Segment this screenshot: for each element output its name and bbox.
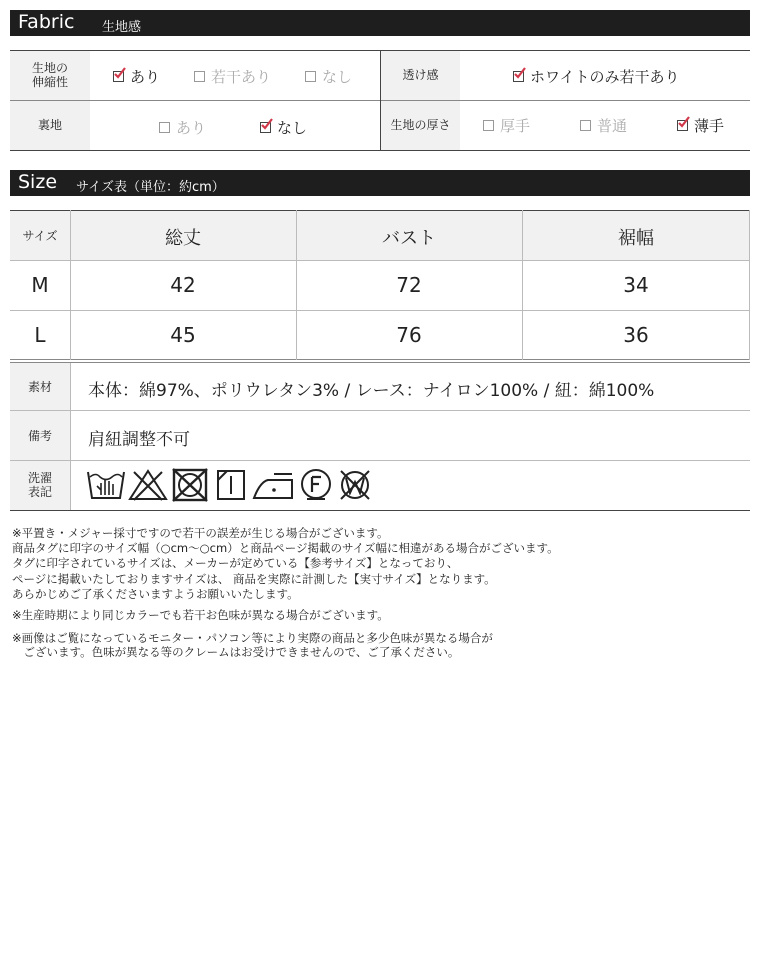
size-m-bust: 72 [396,273,422,297]
header-length: 総丈 [165,228,201,249]
note-line: ※平置き・メジャー採寸ですので若干の誤差が生じる場合がございます。 [12,526,389,540]
stretch-option-yes: あり [113,66,160,87]
note-line: あらかじめご了承くださいますようお願いいたします。 [12,587,299,601]
size-l-hem: 36 [623,323,649,347]
iron-low-icon [252,468,294,502]
fabric-title: Fabric [18,11,75,33]
care-label: 洗濯 表記 [27,471,52,499]
checked-box-icon [260,122,271,133]
note-line: 商品タグに印字のサイズ幅（○cm～○cm）と商品ページ掲載のサイズ幅に相違がある場合がございます。 [12,541,559,555]
checked-box-icon [513,71,524,82]
stretch-option-slight: 若干あり [194,66,271,87]
no-wet-clean-icon [337,468,373,502]
unchecked-box-icon [194,71,205,82]
unchecked-box-icon [159,122,170,133]
note-line: ※画像はご覧になっているモニター・パソコン等により実際の商品と多少色味が異なる場合が [12,631,493,645]
size-l-label: L [34,323,46,347]
header-bust: バスト [382,228,436,249]
note-line: ページに掲載いたしておりますサイズは、 商品を実際に計測した【実寸サイズ】となります。 [12,572,496,586]
stretch-label: 生地の 伸縮性 [31,61,68,89]
fabric-subtitle: 生地感 [102,20,142,35]
size-l-bust: 76 [396,323,422,347]
checked-box-icon [113,71,124,82]
drip-dry-shade-icon [214,468,248,502]
unchecked-box-icon [580,120,591,131]
header-hem-width: 裾幅 [618,228,654,249]
no-tumble-dry-icon [170,468,210,502]
thickness-option-thick: 厚手 [483,115,530,136]
material-label: 素材 [27,380,52,394]
lining-option-yes: あり [159,117,206,138]
dry-clean-f-icon [299,468,333,502]
remarks-label: 備考 [27,429,52,443]
thickness-label: 生地の厚さ [390,118,451,132]
unchecked-box-icon [305,71,316,82]
size-title: Size [18,171,58,193]
thickness-option-normal: 普通 [580,115,627,136]
size-m-length: 42 [170,273,196,297]
note-line: タグに印字されているサイズは、メーカーが定めている【参考サイズ】となっており、 [12,556,459,570]
size-header-label: サイズ [22,229,58,243]
sheer-option: ホワイトのみ若干あり [513,66,680,87]
fabric-header [10,10,750,36]
no-bleach-icon [128,468,168,502]
size-header [10,170,750,196]
thickness-option-thin: 薄手 [677,115,724,136]
hand-wash-icon [86,468,126,502]
size-l-length: 45 [170,323,196,347]
material-text: 本体：綿97%、ポリウレタン3% / レース：ナイロン100% / 紐：綿100% [88,381,655,401]
remarks-text: 肩紐調整不可 [88,430,190,450]
size-m-label: M [31,273,49,297]
lining-option-no: なし [260,117,307,138]
stretch-option-none: なし [305,66,352,87]
size-m-hem: 34 [623,273,649,297]
lining-label: 裏地 [37,118,62,132]
sheer-label: 透け感 [402,68,439,82]
note-line: ※生産時期により同じカラーでも若干お色味が異なる場合がございます。 [12,608,389,622]
checked-box-icon [677,120,688,131]
note-line: ございます。色味が異なる等のクレームはお受けできませんので、ご了承ください。 [12,645,460,659]
size-subtitle: サイズ表（単位：約cm） [76,180,225,195]
unchecked-box-icon [483,120,494,131]
